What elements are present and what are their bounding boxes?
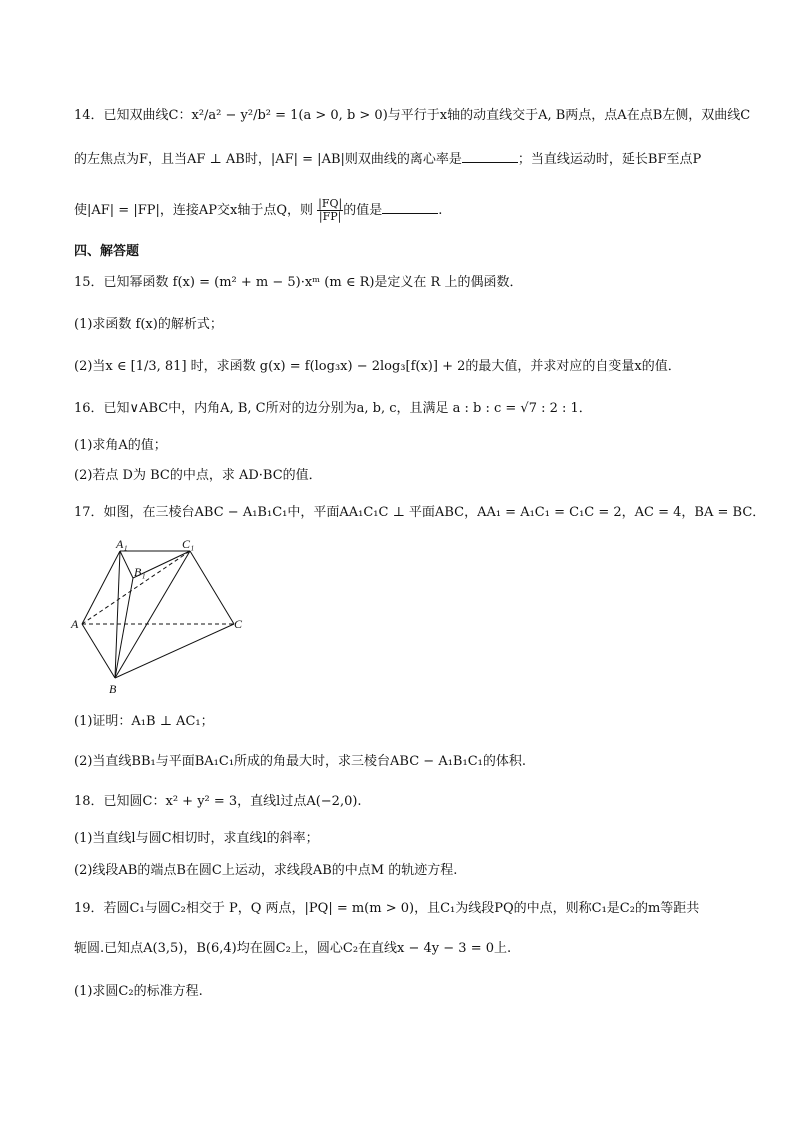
edge-ac1-dashed <box>82 551 190 624</box>
q17-part2: (2)当直线BB₁与平面BA₁C₁所成的角最大时，求三棱台ABC − A₁B₁C₁的体积. <box>74 754 526 769</box>
label-a: A <box>71 617 79 631</box>
edge-bc <box>115 624 234 678</box>
edge-cc1 <box>190 551 234 624</box>
q17-part1: (1)证明：A₁B ⊥ AC₁； <box>74 714 214 729</box>
q14-line2-text: 的左焦点为F，且当AF ⊥ AB时，|AF| = |AB|则双曲线的离心率是 <box>74 152 462 167</box>
q15-part2-b: 时，求函数 g(x) = f(log₃x) − 2log₃[f(x)] + 2的最大值，并求对应的自变量x的值． <box>190 359 681 374</box>
q19-part1: (1)求圆C₂的标准方程. <box>74 984 203 999</box>
q16-stem: 16．已知∨ABC中，内角A, B, C所对的边分别为a, b, c，且满足 a : b : c = √7 : 2 : 1． <box>74 401 592 416</box>
q14-fraction <box>317 198 343 223</box>
label-b1: B₁ <box>134 565 146 579</box>
q18-stem: 18．已知圆C：x² + y² = 3，直线l过点A(−2,0). <box>74 794 362 809</box>
q15-part2 <box>74 357 681 377</box>
q18-part2: (2)线段AB的端点B在圆C上运动，求线段AB的中点M 的轨迹方程. <box>74 863 458 878</box>
q15-stem: 15．已知幂函数 f(x) = (m² + m − 5)·xᵐ (m ∈ R)是定义在 R 上的偶函数． <box>74 275 523 290</box>
q14-line3 <box>74 198 442 223</box>
frustum-figure <box>70 538 270 698</box>
q14-frac-num: |FQ| <box>318 197 343 210</box>
label-c1: C₁ <box>182 538 195 551</box>
q15-part2-a: (2)当x ∈ <box>74 359 127 374</box>
q16-part1: (1)求角A的值； <box>74 438 167 453</box>
q14-line3-end: . <box>438 203 443 218</box>
answer-blank-2 <box>382 201 438 214</box>
q14-line2-text-b: ；当直线运动时，延长BF至点P <box>517 152 702 167</box>
label-a1: A₁ <box>116 538 128 551</box>
q14-line3-text: 使|AF| = |FP|，连接AP交x轴于点Q，则 <box>74 203 313 218</box>
section-heading: 四、解答题 <box>74 244 140 259</box>
q14-frac-den: |FP| <box>318 210 342 223</box>
q16-part2: (2)若点 D为 BC的中点，求 AD·BC的值． <box>74 468 322 483</box>
q15-part1: (1)求函数 f(x)的解析式； <box>74 317 223 332</box>
q17-stem: 17．如图，在三棱台ABC − A₁B₁C₁中，平面AA₁C₁C ⊥ 平面ABC，AA₁ = A₁C₁ = C₁C = 2，AC = 4，BA = BC． <box>74 505 766 520</box>
edge-aa1 <box>82 551 120 624</box>
label-b: B <box>109 682 117 696</box>
q19-line1: 19．若圆C₁与圆C₂相交于 P，Q 两点，|PQ| = m(m > 0)，且C₁为线段PQ的中点，则称C₁是C₂的m等距共 <box>74 901 700 916</box>
q19-line2: 轭圆.已知点A(3,5)，B(6,4)均在圆C₂上，圆心C₂在直线x − 4y − 3 = 0上. <box>74 941 512 956</box>
q14-line2 <box>74 150 701 170</box>
q18-part1: (1)当直线l与圆C相切时，求直线l的斜率； <box>74 831 319 846</box>
q15-interval: [1/3, 81] <box>130 359 187 374</box>
q14-line1: 14．已知双曲线C：x²/a² − y²/b² = 1(a > 0, b > 0)与平行于x轴的动直线交于A, B两点，点A在点B左侧，双曲线C <box>74 108 751 123</box>
edge-ab <box>82 624 115 678</box>
edge-a1b <box>115 551 120 678</box>
answer-blank-1 <box>462 150 518 163</box>
q14-line3-text-b: 的值是 <box>343 203 383 218</box>
label-c: C <box>234 617 243 631</box>
edge-a1b1 <box>120 551 133 578</box>
